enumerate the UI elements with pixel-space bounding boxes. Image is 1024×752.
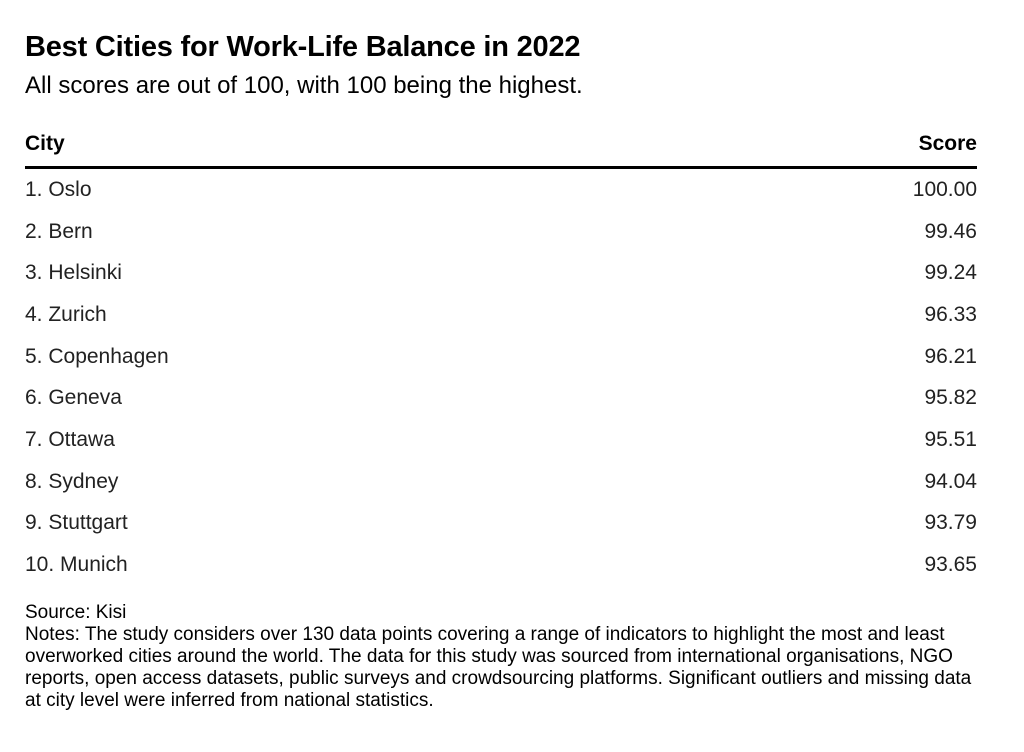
city-cell: 6. Geneva [25,386,122,410]
column-header-city: City [25,132,65,155]
table-row [25,252,977,294]
table-row [25,461,977,503]
table-row [25,419,977,461]
city-cell: 2. Bern [25,219,93,243]
score-cell: 96.21 [924,344,977,368]
city-cell: 7. Ottawa [25,427,115,451]
score-cell: 95.82 [924,386,977,410]
chart-container [25,28,977,712]
score-cell: 100.00 [912,177,977,201]
city-cell: 10. Munich [25,553,128,577]
chart-subtitle: All scores are out of 100, with 100 being the highest. [25,72,583,99]
notes-text: Notes: The study considers over 130 data points covering a range of indicators to highlight the most and least overworked cities around the world. The data for this study was sourced from international organisations, NGO reports, open access datasets, public surveys and crowdsourcing platforms. Significant outliers and missing data at city level were inferred from national statistics. [25,623,972,711]
city-cell: 1. Oslo [25,177,92,201]
table-row [25,377,977,419]
table-row [25,336,977,378]
table-row [25,211,977,253]
table-row [25,169,977,211]
city-cell: 4. Zurich [25,302,107,326]
score-cell: 93.79 [924,511,977,535]
score-cell: 93.65 [924,553,977,577]
column-header-score: Score [918,132,977,155]
table-header [25,130,977,169]
ranking-table [25,130,977,586]
table-row [25,503,977,545]
city-cell: 9. Stuttgart [25,511,128,535]
score-cell: 99.46 [924,219,977,243]
score-cell: 96.33 [924,302,977,326]
table-body [25,169,977,586]
chart-title: Best Cities for Work-Life Balance in 2022 [25,31,581,63]
score-cell: 95.51 [924,427,977,451]
city-cell: 3. Helsinki [25,261,122,285]
score-cell: 99.24 [924,261,977,285]
score-cell: 94.04 [924,469,977,493]
city-cell: 5. Copenhagen [25,344,169,368]
city-cell: 8. Sydney [25,469,119,493]
source-note: Source: Kisi [25,601,127,623]
table-row [25,294,977,336]
table-row [25,544,977,586]
